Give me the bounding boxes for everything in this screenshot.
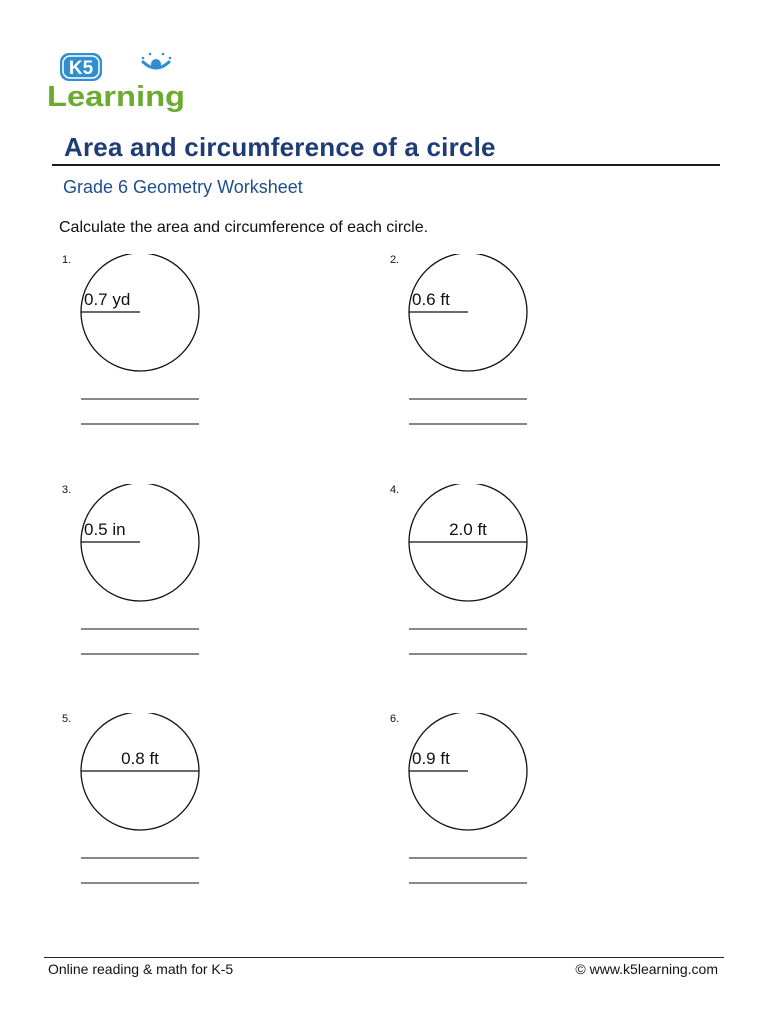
logo-wordmark: Learning — [47, 81, 185, 112]
circle-figure — [390, 713, 630, 913]
measurement-label: 0.8 ft — [121, 749, 159, 768]
circle-figure — [62, 713, 302, 913]
problem-number: 1. — [62, 254, 72, 266]
circle-figure — [390, 254, 630, 454]
problem-number: 2. — [390, 254, 400, 266]
measurement-label: 0.5 in — [84, 520, 126, 539]
problem-number: 4. — [390, 484, 400, 496]
footer-tagline: Online reading & math for K-5 — [48, 961, 234, 977]
instruction-text: Calculate the area and circumference of each circle. — [59, 219, 429, 236]
problem-3 — [62, 484, 302, 684]
footer-divider — [44, 957, 724, 958]
k5-learning-logo — [46, 50, 191, 112]
worksheet-subtitle: Grade 6 Geometry Worksheet — [63, 177, 303, 197]
circle-figure — [390, 484, 630, 684]
problem-5 — [62, 713, 302, 913]
problem-number: 6. — [390, 713, 400, 725]
measurement-label: 0.7 yd — [84, 290, 131, 309]
worksheet-title: Area and circumference of a circle — [64, 132, 496, 162]
problem-1 — [62, 254, 302, 454]
problem-number: 3. — [62, 484, 72, 496]
circle-figure — [62, 254, 302, 454]
measurement-label: 0.6 ft — [412, 290, 450, 309]
problem-4 — [390, 484, 630, 684]
problem-number: 5. — [62, 713, 72, 725]
title-divider — [52, 164, 720, 166]
circle-figure — [62, 484, 302, 684]
problem-2 — [390, 254, 630, 454]
logo-badge-text: K5 — [68, 58, 94, 79]
measurement-label: 2.0 ft — [449, 520, 487, 539]
problem-6 — [390, 713, 630, 913]
footer-website-link[interactable]: © www.k5learning.com — [575, 961, 718, 977]
measurement-label: 0.9 ft — [412, 749, 450, 768]
